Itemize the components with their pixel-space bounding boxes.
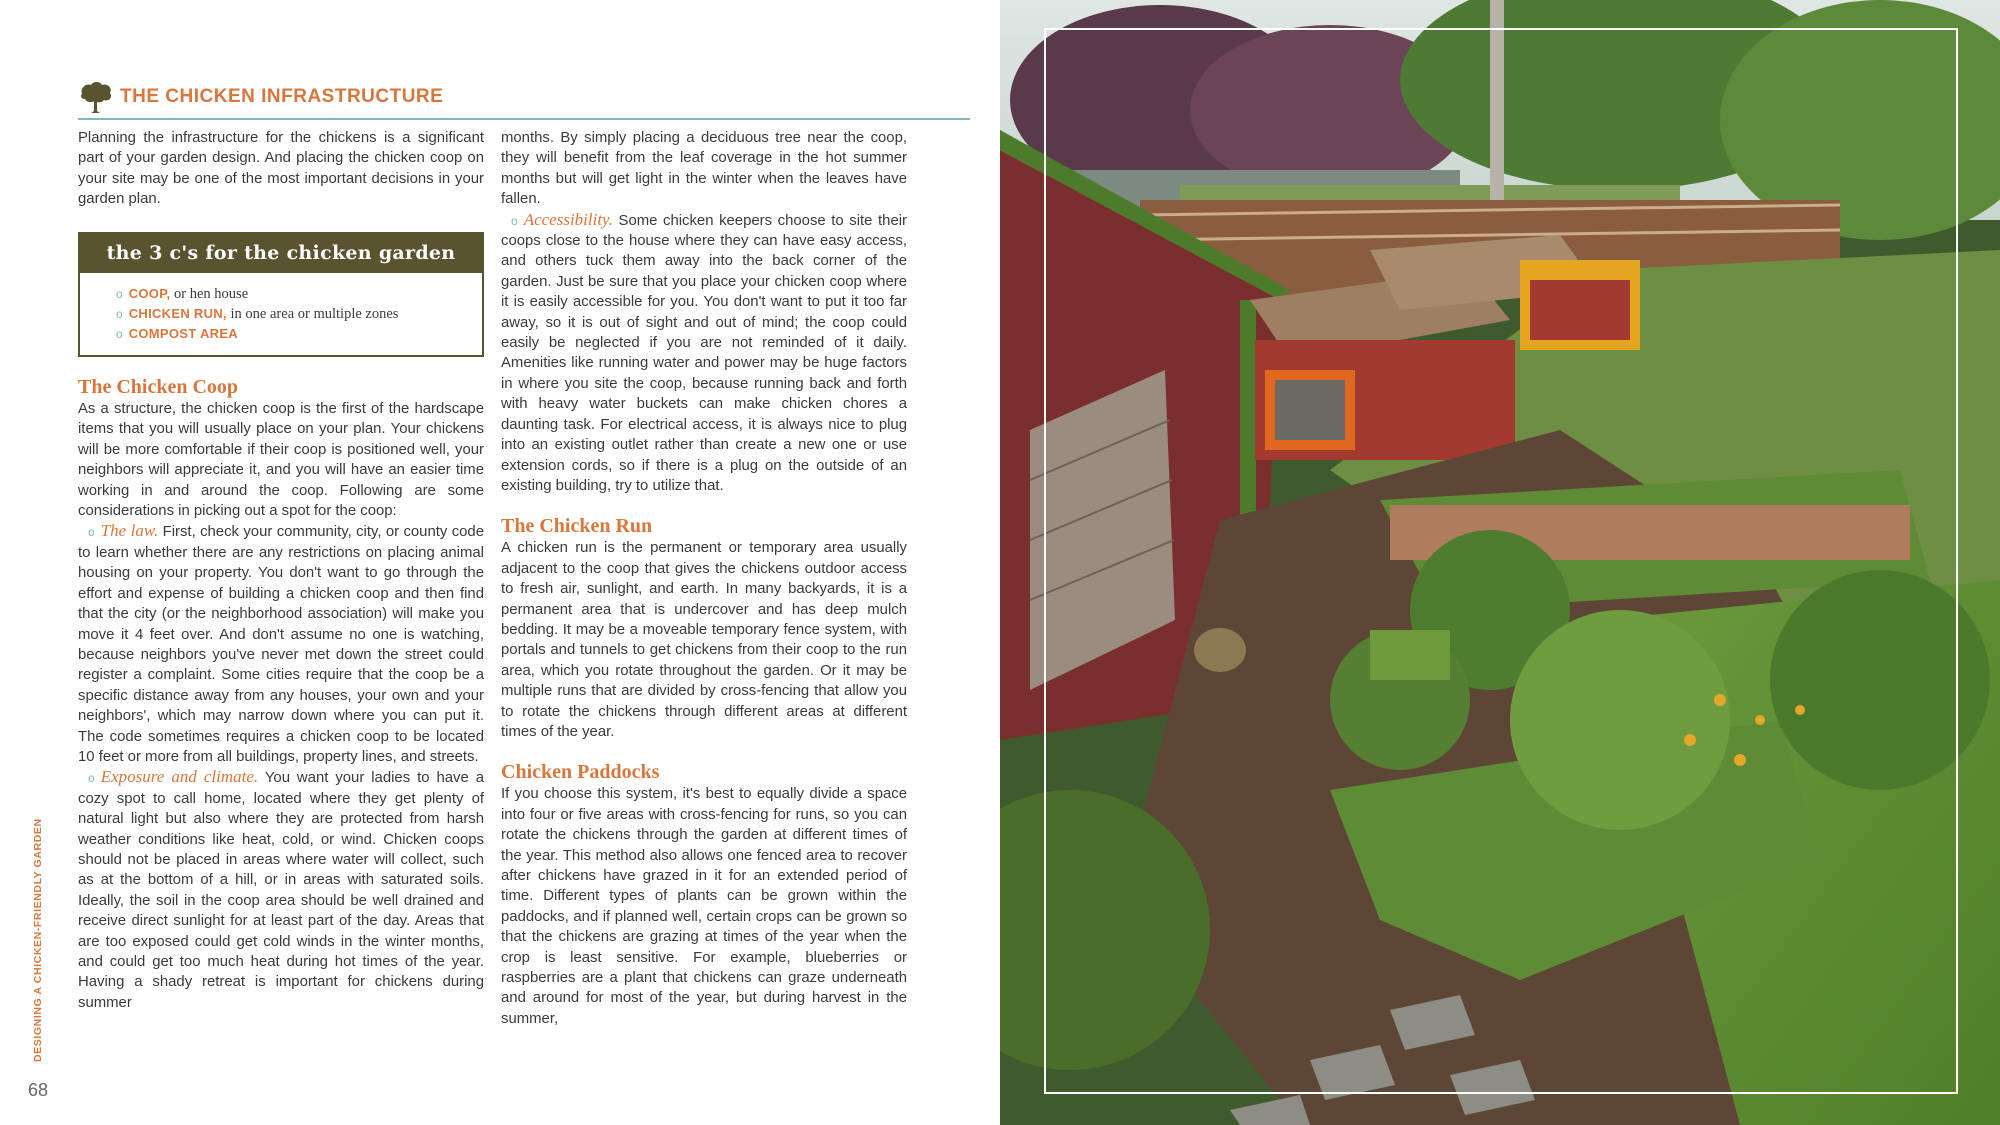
list-item: o CHICKEN RUN, in one area or multiple zones xyxy=(116,306,399,323)
access-label: Accessibility. xyxy=(523,209,613,229)
run-heading: The Chicken Run xyxy=(501,515,653,538)
law-paragraph: o The law. First, check your community, city, or county code to learn whether there are any restrictions on placing animal housing on your property. You don't want to go through the effort and expense of building a chicken coop and then find that the city (or the neighborhood association) will make you move it 4 feet over. And don't assume no one is watching, because neighbors you've never met down the street could register a complaint. Some cities require that the coop be a specific distance away from any houses, your own and your neighbors', which may narrow down where you can put it. The code sometimes requires a chicken coop to be located 10 feet or more from all buildings, property lines, and streets. xyxy=(78,521,484,765)
running-head: DESIGNING A CHICKEN-FRIENDLY GARDEN xyxy=(32,818,44,1062)
section-title: THE CHICKEN INFRASTRUCTURE xyxy=(120,86,444,107)
photo-frame xyxy=(1044,28,1958,1094)
sidebar-box-list xyxy=(80,273,482,355)
paddocks-heading: Chicken Paddocks xyxy=(501,761,660,784)
continued-paragraph: months. By simply placing a deciduous tree near the coop, they will benefit from the leaf coverage in the hot summer months but will get light in the winter when the leaves have fallen. xyxy=(501,130,907,208)
garden-photo xyxy=(1000,0,2000,1125)
list-item: o COMPOST AREA xyxy=(116,326,238,342)
bullet-icon: o xyxy=(116,327,123,342)
tree-icon xyxy=(78,80,114,114)
coop-heading: The Chicken Coop xyxy=(78,376,239,399)
section-header xyxy=(78,80,998,120)
left-column xyxy=(78,128,484,1013)
exposure-paragraph: o Exposure and climate. You want your ladies to have a cozy spot to call home, located where they get plenty of natural light but also where they are protected from harsh weather conditions like heat, cold, or wind. Chicken coops should not be placed in areas where water will collect, such as at the bottom of a hill, or in areas with saturated soils. Ideally, the soil in the coop area should be well drained and receive direct sunlight for at least part of the day. Areas that are too exposed could get cold winds in the winter months, and could get too much heat during hot times of the year. Having a shady retreat is important for chickens during summer xyxy=(78,767,484,1011)
list-item: o COOP, or hen house xyxy=(116,286,249,303)
bullet-icon: o xyxy=(116,287,123,302)
sidebar-box-title: the 3 c's for the chicken garden xyxy=(80,234,482,273)
sidebar-box xyxy=(78,232,484,357)
intro-paragraph: Planning the infrastructure for the chickens is a significant part of your garden design. And placing the chicken coop on your site may be one of the most important decisions in your garden plan. xyxy=(78,130,484,208)
coop-paragraph: As a structure, the chicken coop is the first of the hardscape items that you will usually place on your plan. Your chickens will be more comfortable if their coop is positioned well, your neighbors will appreciate it, and you will have an easier time working in and around the coop. Following are some considerations in picking out a spot for the coop: xyxy=(78,401,484,520)
bullet-icon: o xyxy=(511,213,518,228)
law-label: The law. xyxy=(100,521,159,541)
header-rule xyxy=(78,118,970,120)
bullet-icon: o xyxy=(88,525,95,540)
page-number: 68 xyxy=(28,1080,49,1100)
bullet-icon: o xyxy=(88,771,95,786)
paddocks-paragraph: If you choose this system, it's best to equally divide a space into four or five areas with cross-fencing for runs, so you can rotate the chickens through the garden at different times of the year. This method also allows one fenced area to recover after chickens have grazed in it for an extended period of time. Different types of plants can be grown within the paddocks, and if planned well, certain crops can be grown so that the chickens are grazing at times of the year when the crop is least sensitive. For example, blueberries or raspberries are a plant that chickens can graze underneath and around for most of the year, but during harvest in the summer, xyxy=(501,786,907,1027)
exposure-label: Exposure and climate. xyxy=(100,767,259,787)
right-column xyxy=(501,128,907,1029)
run-paragraph: A chicken run is the permanent or temporary area usually adjacent to the coop that gives the chickens outdoor access to fresh air, sunlight, and earth. In many backyards, it is a permanent area that is undercover and has deep mulch bedding. It may be a moveable temporary fence system, with portals and tunnels to get chickens from their coop to the run area, which you rotate throughout the garden. Or it may be multiple runs that are divided by cross-fencing that allow you to rotate the chickens through different areas at different times of the year. xyxy=(501,540,907,740)
bullet-icon: o xyxy=(116,307,123,322)
access-paragraph: o Accessibility. Some chicken keepers choose to site their coops close to the house where they can have easy access, and others tuck them away into the back corner of the garden. Just be sure that you place your chicken coop where it is easily accessible for you. You don't want to put it too far away, so it is out of sight and out of mind; the coop could easily be neglected if you are not reminded of it daily. Amenities like running water and power may be huge factors in where you site the coop, because running back and forth with heavy water buckets can make chicken chores a daunting task. For electrical access, it is always nice to plug into an existing outlet rather than create a new one or use extension cords, so if there is a plug on the outside of an existing building, try to utilize that. xyxy=(501,209,907,494)
